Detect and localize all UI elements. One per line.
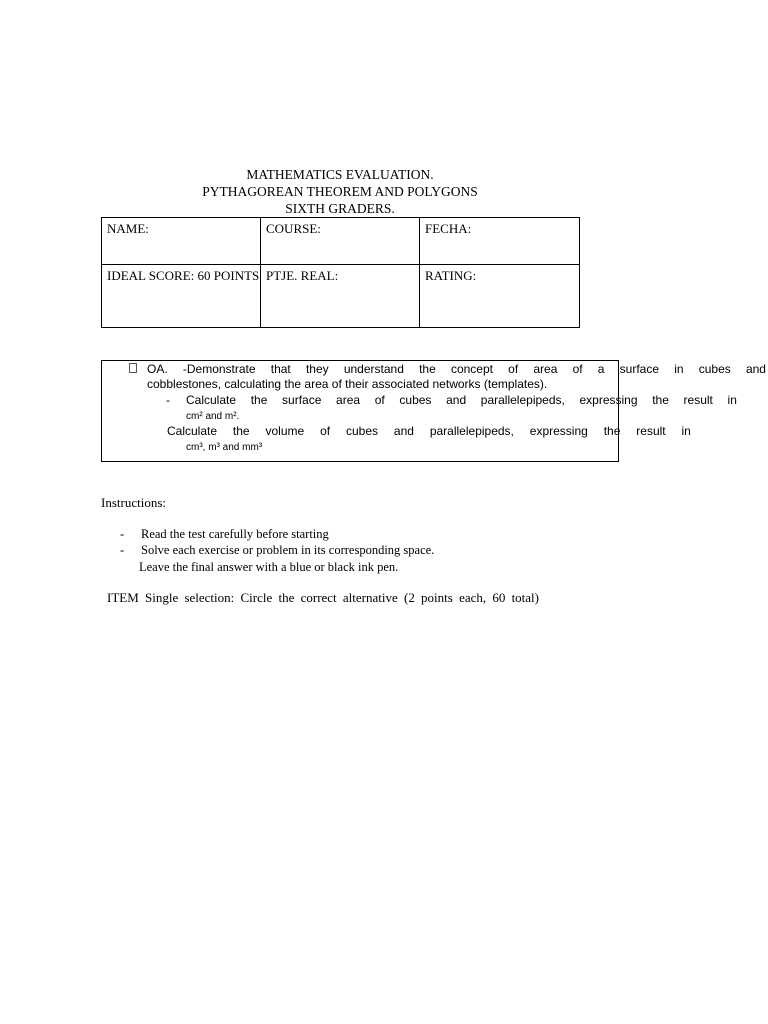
word: OA. <box>147 362 168 376</box>
ptje-real-label: PTJE. REAL: <box>266 268 339 283</box>
word: surface <box>619 362 660 376</box>
objective-dash: - <box>166 393 170 407</box>
rating-label: RATING: <box>425 268 477 283</box>
word: (2 <box>403 590 415 605</box>
word: the <box>419 362 436 376</box>
word: the <box>603 424 621 438</box>
word: volume <box>265 424 305 438</box>
word: the <box>278 590 295 605</box>
course-label: COURSE: <box>266 221 321 236</box>
word: each, <box>459 590 487 605</box>
word: in <box>727 393 737 407</box>
word: expressing <box>529 424 588 438</box>
word: area <box>336 393 361 407</box>
word: correct <box>300 590 337 605</box>
objective-line-4: cm² and m². <box>186 411 240 422</box>
objective-line-5 <box>167 424 691 439</box>
name-label: NAME: <box>107 221 149 236</box>
word: 60 <box>492 590 506 605</box>
objective-line-6: cm³, m³ and mm³ <box>186 442 263 453</box>
word: expressing <box>579 393 638 407</box>
word: and <box>446 393 467 407</box>
word: Single <box>145 590 179 605</box>
word: ITEM <box>107 590 139 605</box>
list-bullet: - <box>120 527 125 541</box>
word: Calculate <box>186 393 237 407</box>
word: cubes <box>399 393 432 407</box>
instruction-item-3: Leave the final answer with a blue or black ink pen. <box>139 560 399 574</box>
checkbox-icon <box>129 363 137 373</box>
word: Circle <box>240 590 273 605</box>
rating-field[interactable] <box>420 265 580 328</box>
ptje-real-field[interactable] <box>261 265 420 328</box>
word: understand <box>343 362 404 376</box>
objective-line-2: cobblestones, calculating the area of their associated networks (templates). <box>147 377 548 391</box>
word: that <box>270 362 291 376</box>
word: of <box>508 362 519 376</box>
word: and <box>745 362 766 376</box>
word: the <box>652 393 669 407</box>
ideal-score-field[interactable] <box>102 265 261 328</box>
list-bullet: - <box>120 543 125 557</box>
name-field[interactable] <box>102 218 261 265</box>
word: of <box>320 424 331 438</box>
word: of <box>572 362 583 376</box>
word: -Demonstrate <box>182 362 256 376</box>
word: surface <box>282 393 322 407</box>
instructions-title: Instructions: <box>101 495 166 510</box>
instruction-item-1: Read the test carefully before starting <box>141 527 329 541</box>
word: in <box>681 424 691 438</box>
word: selection: <box>184 590 235 605</box>
word: the <box>232 424 250 438</box>
table-row <box>102 218 580 265</box>
objective-line-3 <box>186 393 737 408</box>
fecha-field[interactable] <box>420 218 580 265</box>
student-info-table <box>101 217 580 328</box>
word: cubes <box>345 424 379 438</box>
title-line-3: SIXTH GRADERS. <box>285 201 395 216</box>
objective-line-1 <box>147 362 766 377</box>
title-line-1: MATHEMATICS EVALUATION. <box>246 167 434 182</box>
word: the <box>250 393 268 407</box>
word: result <box>683 393 713 407</box>
word: in <box>674 362 684 376</box>
course-field[interactable] <box>261 218 420 265</box>
word: they <box>305 362 329 376</box>
word: of <box>374 393 385 407</box>
word: a <box>597 362 605 376</box>
title-line-2: PYTHAGOREAN THEOREM AND POLYGONS <box>202 184 478 199</box>
ideal-score-label: IDEAL SCORE: 60 POINTS <box>107 268 260 283</box>
document-header <box>0 166 680 217</box>
word: total) <box>511 590 539 605</box>
word: cubes <box>698 362 731 376</box>
instruction-item-2: Solve each exercise or problem in its corresponding space. <box>141 543 435 557</box>
word: result <box>636 424 666 438</box>
fecha-label: FECHA: <box>425 221 472 236</box>
word: area <box>533 362 558 376</box>
table-row <box>102 265 580 328</box>
word: and <box>393 424 414 438</box>
word: Calculate <box>167 424 218 438</box>
word: points <box>421 590 453 605</box>
word: alternative <box>342 590 398 605</box>
word: parallelepipeds, <box>480 393 565 407</box>
word: concept <box>450 362 493 376</box>
item-section-heading <box>107 590 539 606</box>
word: parallelepipeds, <box>429 424 514 438</box>
